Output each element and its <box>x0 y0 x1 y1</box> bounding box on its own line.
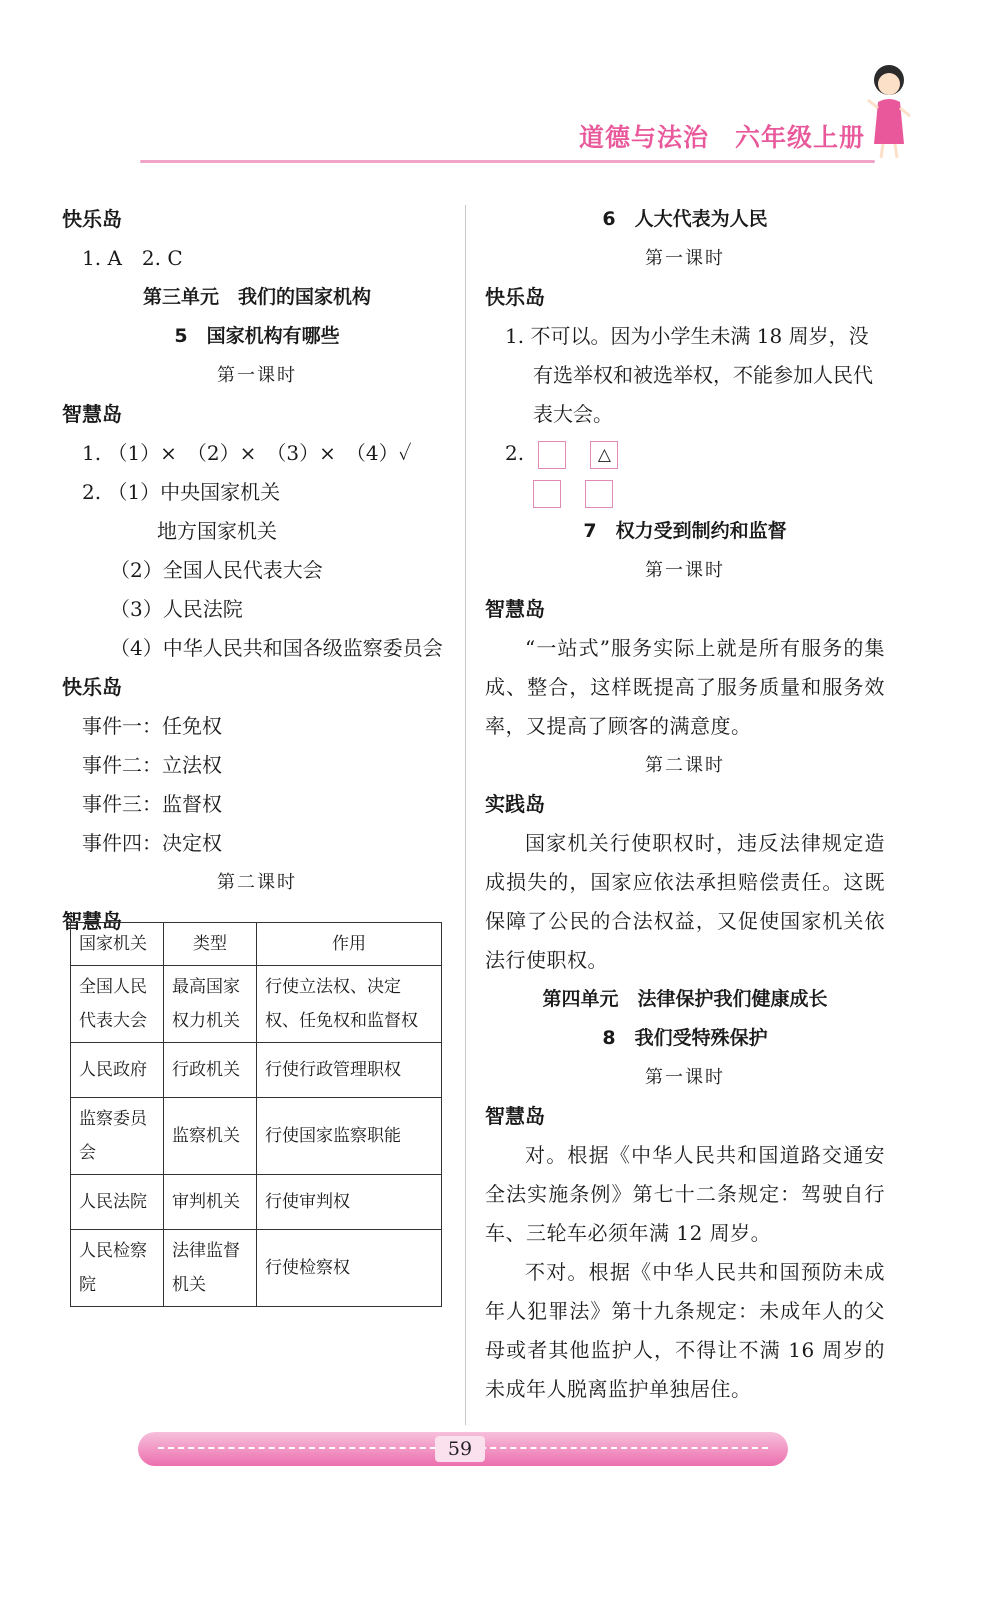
table-row <box>71 966 442 1043</box>
lesson-title: 第一课时 <box>645 560 725 581</box>
header-rule <box>140 160 875 163</box>
subject-label: 道德与法治 <box>578 123 709 152</box>
header-title <box>579 118 865 154</box>
table-cell: 行使行政管理职权 <box>257 1043 442 1098</box>
lesson-title: 第一课时 <box>645 248 725 269</box>
answer-box <box>538 441 566 469</box>
answer-box <box>585 480 613 508</box>
chapter-title: 6 人大代表为人民 <box>602 208 768 230</box>
chapter-title: 8 我们受特殊保护 <box>602 1027 768 1049</box>
table-header-cell: 作用 <box>257 923 442 966</box>
lesson-title: 第二课时 <box>217 872 297 893</box>
answer-paragraph: 对。根据《中华人民共和国道路交通安全法实施条例》第七十二条规定：驾驶自行车、三轮车必须年满 12 周岁。 <box>485 1143 885 1245</box>
answer-line: （4）中华人民共和国各级监察委员会 <box>110 636 443 660</box>
answer-paragraph: 国家机关行使职权时，违反法律规定造成损失的，国家应依法承担赔偿责任。这既保障了公民的合法权益，又促使国家机关依法行使职权。 <box>485 831 885 972</box>
table-row <box>71 1043 442 1098</box>
table-header-row <box>71 923 442 966</box>
table-header-cell: 国家机关 <box>71 923 164 966</box>
table-row <box>71 1175 442 1230</box>
answer-boxes <box>485 434 885 473</box>
table-cell: 行使检察权 <box>257 1230 442 1307</box>
section-heading: 智慧岛 <box>62 402 122 426</box>
table-cell: 行使国家监察职能 <box>257 1098 442 1175</box>
section-heading: 实践岛 <box>485 792 545 816</box>
answer-number: 2. <box>505 441 525 465</box>
chapter-title: 5 国家机构有哪些 <box>174 325 340 347</box>
state-organs-table <box>70 922 442 1307</box>
grade-label: 六年级上册 <box>734 123 865 152</box>
table-cell: 监察机关 <box>164 1098 257 1175</box>
section-heading: 快乐岛 <box>62 675 122 699</box>
event-line: 事件二：立法权 <box>82 753 222 777</box>
answer-line: 1. A 2. C <box>82 246 183 270</box>
unit-title: 第四单元 法律保护我们健康成长 <box>542 988 828 1010</box>
lesson-title: 第一课时 <box>217 365 297 386</box>
answer-line: （3）人民法院 <box>110 597 243 621</box>
table-cell: 最高国家权力机关 <box>164 966 257 1043</box>
table-cell: 审判机关 <box>164 1175 257 1230</box>
section-heading: 智慧岛 <box>485 1104 545 1128</box>
section-heading: 智慧岛 <box>62 909 122 933</box>
table-row <box>71 1230 442 1307</box>
answer-box-triangle: △ <box>590 441 618 469</box>
table-header-cell: 类型 <box>164 923 257 966</box>
column-divider <box>465 205 466 1425</box>
lesson-title: 第一课时 <box>645 1067 725 1088</box>
table-cell: 全国人民代表大会 <box>71 966 164 1043</box>
answer-box <box>533 480 561 508</box>
answer-line: 2. （1）中央国家机关 <box>82 480 281 504</box>
table-cell: 人民政府 <box>71 1043 164 1098</box>
section-heading: 智慧岛 <box>485 597 545 621</box>
table-cell: 法律监督机关 <box>164 1230 257 1307</box>
girl-mascot-icon <box>866 62 912 162</box>
table-cell: 监察委员会 <box>71 1098 164 1175</box>
table-cell: 行政机关 <box>164 1043 257 1098</box>
section-heading: 快乐岛 <box>62 207 122 231</box>
table-cell: 行使立法权、决定权、任免权和监督权 <box>257 966 442 1043</box>
answer-line: 1. （1）× （2）× （3）× （4）✓ <box>82 441 412 465</box>
table-cell: 人民检察院 <box>71 1230 164 1307</box>
event-line: 事件四：决定权 <box>82 831 222 855</box>
table-cell: 人民法院 <box>71 1175 164 1230</box>
left-column <box>62 200 452 941</box>
right-column <box>485 200 885 1409</box>
answer-paragraph: 1. 不可以。因为小学生未满 18 周岁，没有选举权和被选举权，不能参加人民代表大会。 <box>505 324 873 426</box>
table-row <box>71 1098 442 1175</box>
answer-boxes <box>485 473 885 512</box>
chapter-title: 7 权力受到制约和监督 <box>583 520 787 542</box>
answer-line: （2）全国人民代表大会 <box>110 558 323 582</box>
event-line: 事件三：监督权 <box>82 792 222 816</box>
table-cell: 行使审判权 <box>257 1175 442 1230</box>
answer-paragraph: “一站式”服务实际上就是所有服务的集成、整合，这样既提高了服务质量和服务效率，又提高了顾客的满意度。 <box>485 636 885 738</box>
page-header <box>0 0 1000 175</box>
event-line: 事件一：任免权 <box>82 714 222 738</box>
answer-paragraph: 不对。根据《中华人民共和国预防未成年人犯罪法》第十九条规定：未成年人的父母或者其他监护人，不得让不满 16 周岁的未成年人脱离监护单独居住。 <box>485 1260 885 1401</box>
unit-title: 第三单元 我们的国家机构 <box>142 286 371 308</box>
section-heading: 快乐岛 <box>485 285 545 309</box>
answer-line: 地方国家机关 <box>157 519 277 543</box>
lesson-title: 第二课时 <box>645 755 725 776</box>
page-number: 59 <box>435 1436 485 1462</box>
